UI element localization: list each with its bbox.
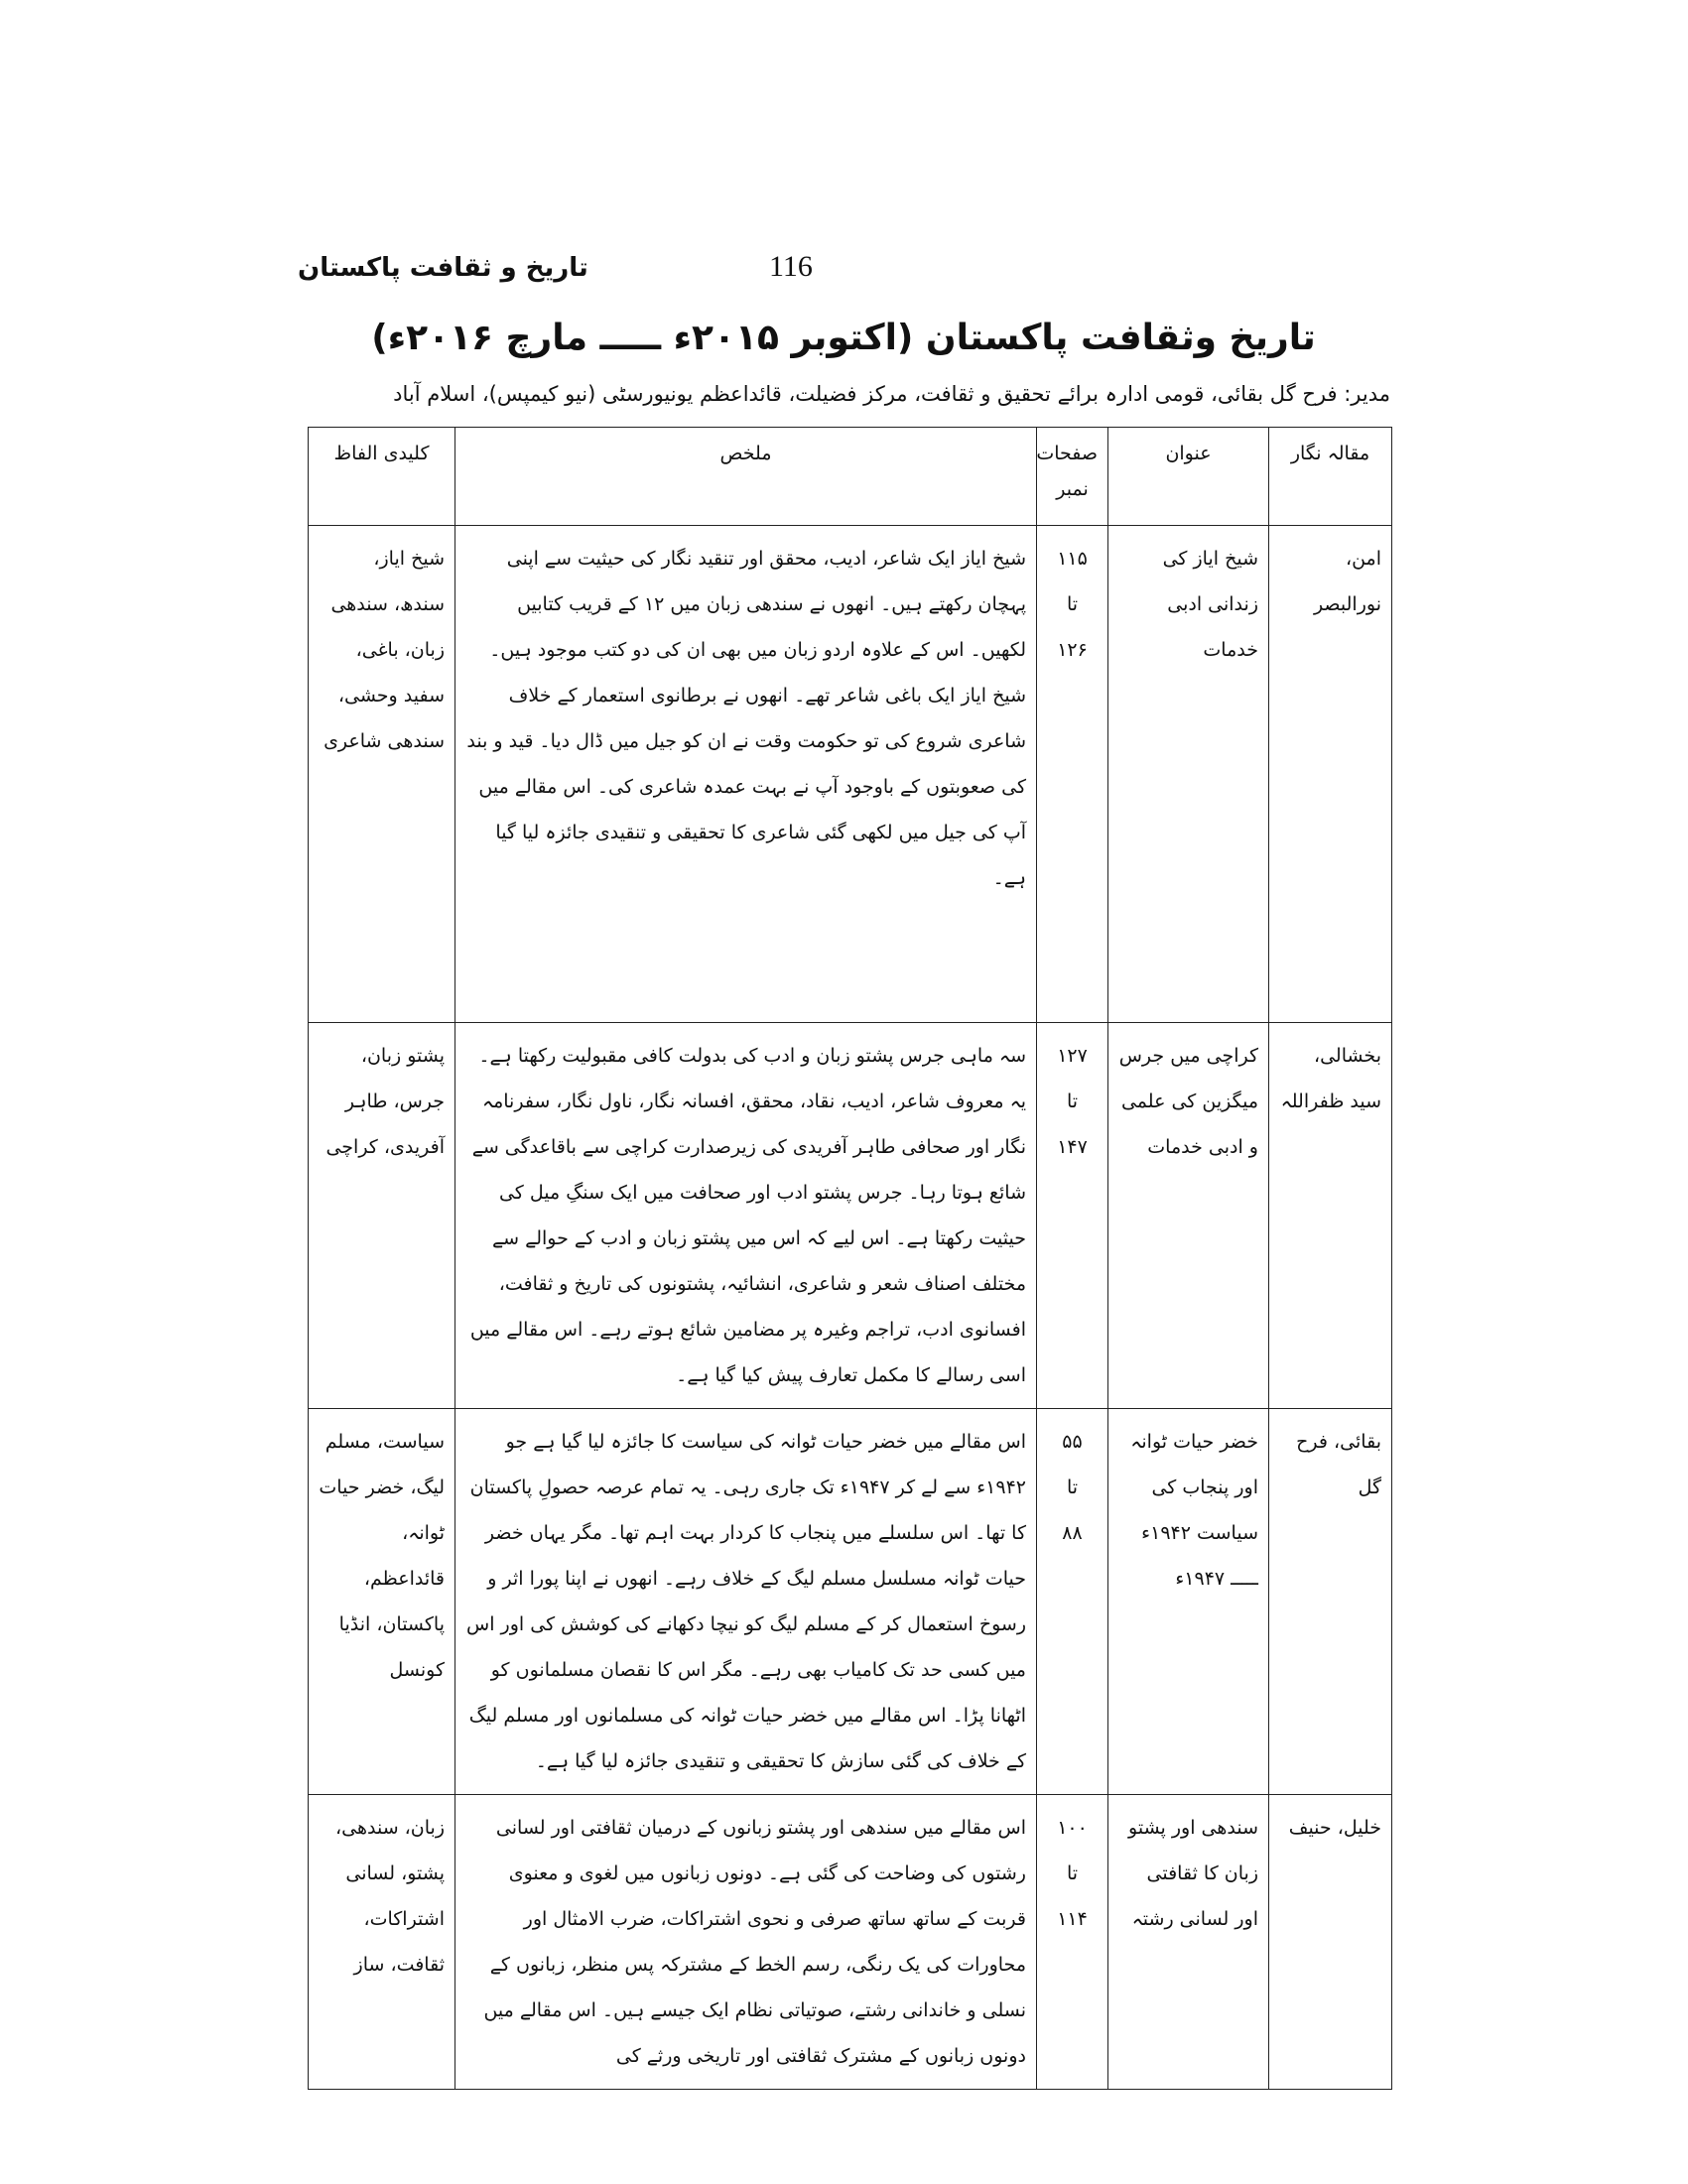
pages-from: ۱۱۵ [1057, 548, 1088, 570]
cell-title: کراچی میں جرس میگزین کی علمی و ادبی خدمات [1108, 1023, 1269, 1409]
pages-to: ۱۱۴ [1057, 1908, 1088, 1930]
editor-line: مدیر: فرح گل بقائی، قومی ادارہ برائے تحقیق و ثقافت، مرکز فضیلت، قائداعظم یونیورسٹی (نیو کیمپس)، اسلام آباد [393, 382, 1390, 406]
pages-to: ۱۴۷ [1057, 1136, 1088, 1158]
table-header-row [309, 428, 1392, 526]
pages-to-word: تا [1066, 593, 1079, 615]
cell-pages [1037, 1023, 1108, 1409]
table-row [309, 1795, 1392, 2090]
pages-to-word: تا [1066, 1863, 1079, 1884]
cell-keywords: زبان، سندھی، پشتو، لسانی اشتراکات، ثقافت، ساز [309, 1795, 455, 2090]
cell-title: شیخ ایاز کی زندانی ادبی خدمات [1108, 526, 1269, 1023]
table-row [309, 1409, 1392, 1795]
cell-author: بقائی، فرح گل [1269, 1409, 1392, 1795]
header-abstract: ملخص [455, 428, 1037, 526]
page-number: 116 [769, 250, 813, 283]
header-author: مقالہ نگار [1269, 428, 1392, 526]
cell-title: سندھی اور پشتو زبان کا ثقافتی اور لسانی رشتہ [1108, 1795, 1269, 2090]
cell-author: امن، نورالبصر [1269, 526, 1392, 1023]
pages-from: ۱۰۰ [1057, 1817, 1088, 1839]
cell-abstract: شیخ ایاز ایک شاعر، ادیب، محقق اور تنقید نگار کی حیثیت سے اپنی پہچان رکھتے ہیں۔ انھوں نے سندھی زبان میں ۱۲ کے قریب کتابیں لکھیں۔ اس کے علاوہ اردو زبان میں بھی ان کی دو کتب موجود ہیں۔ شیخ ایاز ایک باغی شاعر تھے۔ انھوں نے برطانوی استعمار کے خلاف شاعری شروع کی تو حکومت وقت نے ان کو جیل میں ڈال دیا۔ قید و بند کی صعوبتوں کے باوجود آپ نے بہت عمدہ شاعری کی۔ اس مقالے میں آپ کی جیل میں لکھی گئی شاعری کا تحقیقی و تنقیدی جائزہ لیا گیا ہے۔ [455, 526, 1037, 1023]
cell-pages [1037, 1795, 1108, 2090]
header-pages-line1: صفحات [1036, 443, 1098, 464]
running-header-journal-name: تاریخ و ثقافت پاکستان [298, 253, 588, 283]
header-pages-line2: نمبر [1056, 478, 1089, 500]
cell-title: خضر حیات ٹوانہ اور پنجاب کی سیاست ۱۹۴۲ء ـــــ ۱۹۴۷ء [1108, 1409, 1269, 1795]
cell-author: خلیل، حنیف [1269, 1795, 1392, 2090]
pages-to-word: تا [1066, 1091, 1079, 1112]
cell-keywords: پشتو زبان، جرس، طاہر آفریدی، کراچی [309, 1023, 455, 1409]
cell-abstract: سہ ماہی جرس پشتو زبان و ادب کی بدولت کافی مقبولیت رکھتا ہے۔ یہ معروف شاعر، ادیب، نقاد، محقق، افسانہ نگار، ناول نگار، سفرنامہ نگار اور صحافی طاہر آفریدی کی زیرصدارت کراچی سے باقاعدگی سے شائع ہوتا رہا۔ جرس پشتو ادب اور صحافت میں ایک سنگِ میل کی حیثیت رکھتا ہے۔ اس لیے کہ اس میں پشتو زبان و ادب کے حوالے سے مختلف اصناف شعر و شاعری، انشائیہ، پشتونوں کی تاریخ و ثقافت، افسانوی ادب، تراجم وغیرہ پر مضامین شائع ہوتے رہے۔ اس مقالے میں اسی رسالے کا مکمل تعارف پیش کیا گیا ہے۔ [455, 1023, 1037, 1409]
cell-keywords: سیاست، مسلم لیگ، خضر حیات ٹوانہ، قائداعظم، پاکستان، انڈیا کونسل [309, 1409, 455, 1795]
cell-pages [1037, 1409, 1108, 1795]
pages-to-word: تا [1066, 1477, 1079, 1498]
header-title: عنوان [1108, 428, 1269, 526]
cell-abstract: اس مقالے میں خضر حیات ٹوانہ کی سیاست کا جائزہ لیا گیا ہے جو ۱۹۴۲ء سے لے کر ۱۹۴۷ء تک جاری رہی۔ یہ تمام عرصہ حصولِ پاکستان کا تھا۔ اس سلسلے میں پنجاب کا کردار بہت اہم تھا۔ مگر یہاں خضر حیات ٹوانہ مسلسل مسلم لیگ کے خلاف رہے۔ انھوں نے اپنا پورا اثر و رسوخ استعمال کر کے مسلم لیگ کو نیچا دکھانے کی کوشش کی اور اس میں کسی حد تک کامیاب بھی رہے۔ مگر اس کا نقصان مسلمانوں کو اٹھانا پڑا۔ اس مقالے میں خضر حیات ٹوانہ کی مسلمانوں اور مسلم لیگ کے خلاف کی گئی سازش کا تحقیقی و تنقیدی جائزہ لیا گیا ہے۔ [455, 1409, 1037, 1795]
cell-keywords: شیخ ایاز، سندھ، سندھی زبان، باغی، سفید وحشی، سندھی شاعری [309, 526, 455, 1023]
page-title: تاریخ وثقافت پاکستان (اکتوبر ۲۰۱۵ء ـــــ مارچ ۲۰۱۶ء) [371, 318, 1316, 358]
header-pages [1037, 428, 1108, 526]
cell-pages [1037, 526, 1108, 1023]
pages-from: ۵۵ [1062, 1431, 1083, 1453]
table-row [309, 1023, 1392, 1409]
header-keywords: کلیدی الفاظ [309, 428, 455, 526]
cell-abstract: اس مقالے میں سندھی اور پشتو زبانوں کے درمیان ثقافتی اور لسانی رشتوں کی وضاحت کی گئی ہے۔ دونوں زبانوں میں لغوی و معنوی قربت کے ساتھ ساتھ صرفی و نحوی اشتراکات، ضرب الامثال اور محاورات کی یک رنگی، رسم الخط کے مشترکہ پس منظر، زبانوں کے نسلی و خاندانی رشتے، صوتیاتی نظام ایک جیسے ہیں۔ اس مقالے میں دونوں زبانوں کے مشترک ثقافتی اور تاریخی ورثے کی [455, 1795, 1037, 2090]
articles-table [308, 427, 1392, 2090]
pages-to: ۱۲۶ [1057, 639, 1088, 661]
pages-from: ۱۲۷ [1057, 1045, 1088, 1067]
cell-author: بخشالی، سید ظفراللہ [1269, 1023, 1392, 1409]
table-row [309, 526, 1392, 1023]
pages-to: ۸۸ [1062, 1522, 1083, 1544]
